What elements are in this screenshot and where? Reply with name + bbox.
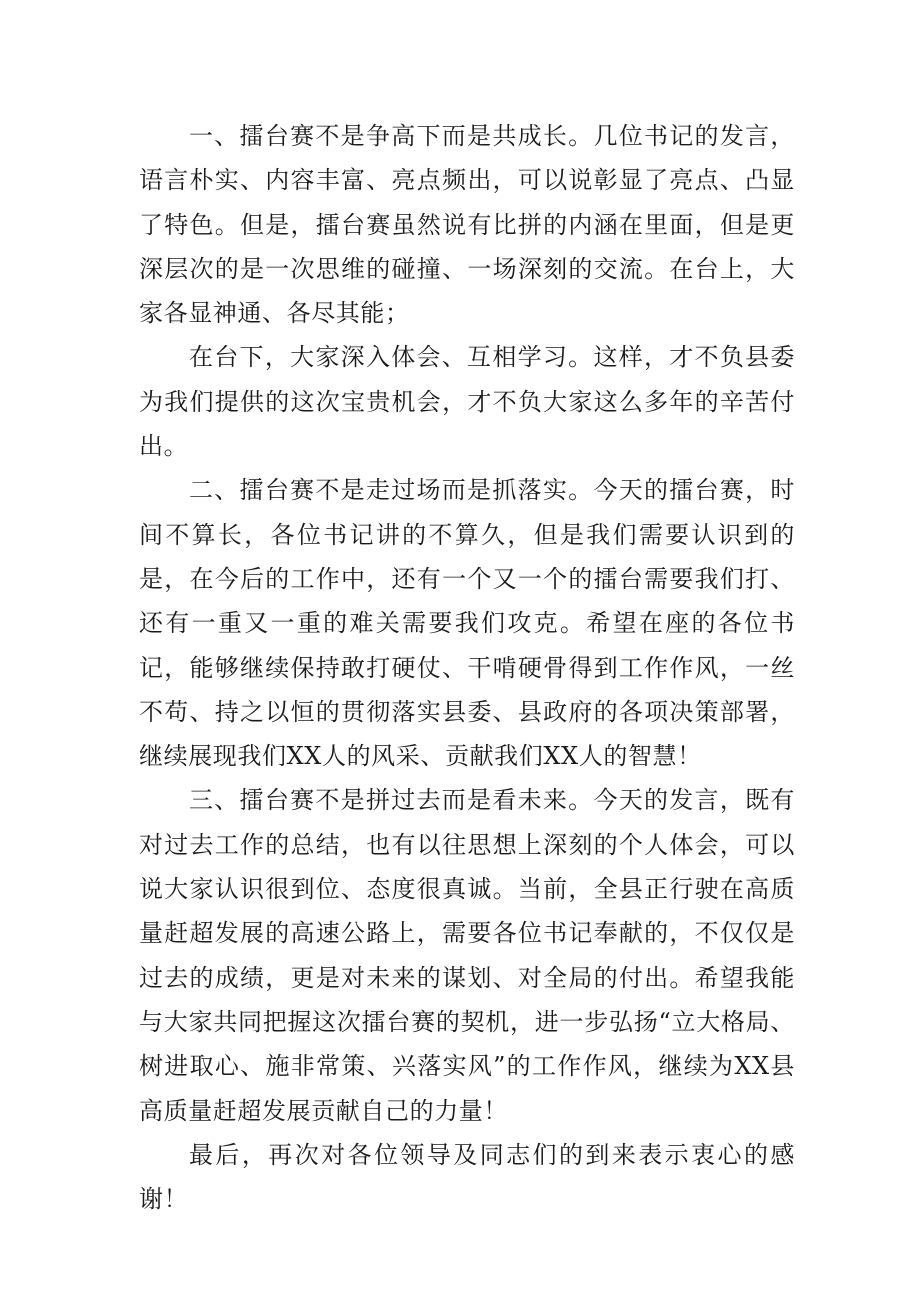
paragraph-5: 最后，再次对各位领导及同志们的到来表示衷心的感谢！ xyxy=(139,1140,795,1214)
paragraph-4: 三、擂台赛不是拼过去而是看未来。今天的发言，既有对过去工作的总结，也有以往思想上深刻的个人体会，可以说大家认识很到位、态度很真诚。当前，全县正行驶在高质量赶超发展的高速公路上，需要各位书记奉献的，不仅仅是过去的成绩，更是对未来的谋划、对全局的付出。希望我能与大家共同把握这次擂台赛的契机，进一步弘扬“立大格局、树进取心、施非常策、兴落实风”的工作作风，继续为XX县高质量赶超发展贡献自己的力量！ xyxy=(139,786,795,1125)
paragraph-2: 在台下，大家深入体会、互相学习。这样，才不负县委为我们提供的这次宝贵机会，才不负大家这么多年的辛苦付出。 xyxy=(139,343,795,461)
paragraph-1: 一、擂台赛不是争高下而是共成长。几位书记的发言，语言朴实、内容丰富、亮点频出，可以说彰显了亮点、凸显了特色。但是，擂台赛虽然说有比拼的内涵在里面，但是更深层次的是一次思维的碰撞、一场深刻的交流。在台上，大家各显神通、各尽其能； xyxy=(139,122,795,328)
document-body xyxy=(139,114,795,1221)
paragraph-3: 二、擂台赛不是走过场而是抓落实。今天的擂台赛，时间不算长，各位书记讲的不算久，但是我们需要认识到的是，在今后的工作中，还有一个又一个的擂台需要我们打、还有一重又一重的难关需要我们攻克。希望在座的各位书记，能够继续保持敢打硬仗、干啃硬骨得到工作作风，一丝不苟、持之以恒的贯彻落实县委、县政府的各项决策部署，继续展现我们XX人的风采、贡献我们XX人的智慧！ xyxy=(139,476,795,771)
